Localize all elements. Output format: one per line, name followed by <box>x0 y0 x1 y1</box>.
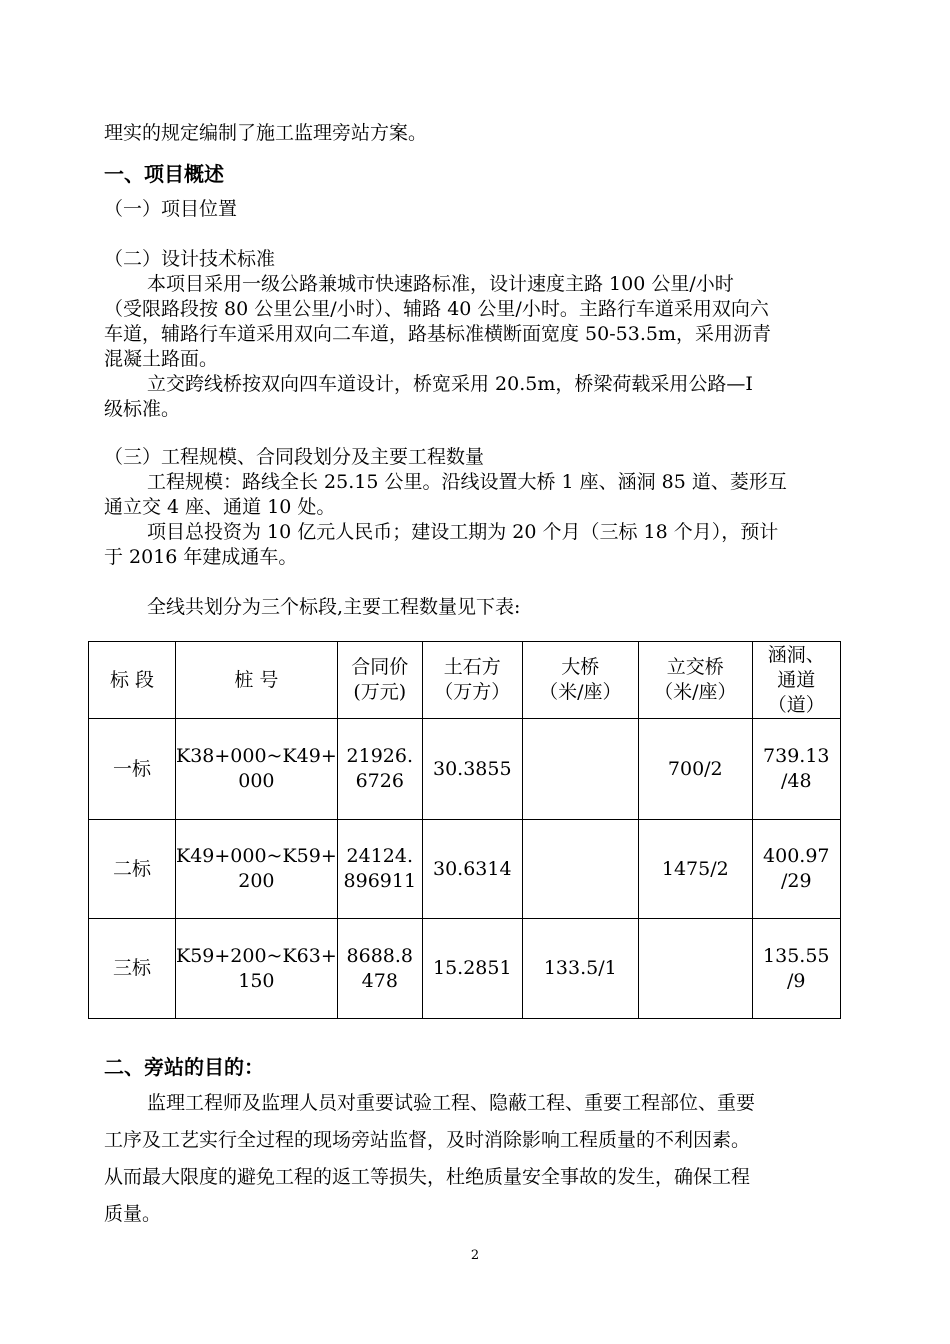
scale-line: 通立交 4 座、通道 10 处。 <box>104 496 336 518</box>
section2-line: 质量。 <box>104 1203 162 1225</box>
cell-earthwork: 30.6314 <box>422 820 522 919</box>
cell-station: K38+000~K49+ 000 <box>176 719 338 820</box>
scale-line: 项目总投资为 10 亿元人民币；建设工期为 20 个月（三标 18 个月），预计 <box>147 521 779 543</box>
cell-section: 三标 <box>89 919 176 1019</box>
cell-price: 21926. 6726 <box>337 719 422 820</box>
cell-earthwork: 15.2851 <box>422 919 522 1019</box>
header-contract-price: 合同价 (万元) <box>337 642 422 719</box>
cell-interchange <box>638 919 752 1019</box>
table-row <box>89 820 841 919</box>
header-section: 标 段 <box>89 642 176 719</box>
header-station: 桩 号 <box>176 642 338 719</box>
cell-price: 8688.8 478 <box>337 919 422 1019</box>
header-earthwork: 土石方 （万方） <box>422 642 522 719</box>
table-intro: 全线共划分为三个标段,主要工程数量见下表: <box>147 596 521 618</box>
design-line: 本项目采用一级公路兼城市快速路标准，设计速度主路 100 公里/小时 <box>147 273 734 295</box>
table-row <box>89 719 841 820</box>
cell-section: 一标 <box>89 719 176 820</box>
scale-line: 于 2016 年建成通车。 <box>104 546 298 568</box>
cell-interchange: 700/2 <box>638 719 752 820</box>
page-number: 2 <box>470 1248 480 1263</box>
cell-bridge <box>522 820 638 919</box>
cell-price: 24124. 896911 <box>337 820 422 919</box>
table-row <box>89 919 841 1019</box>
design-line: 级标准。 <box>104 398 181 420</box>
subheading-scale: （三）工程规模、合同段划分及主要工程数量 <box>104 446 485 468</box>
header-interchange: 立交桥 （米/座） <box>638 642 752 719</box>
cell-culvert: 135.55 /9 <box>752 919 840 1019</box>
subheading-location: （一）项目位置 <box>104 198 238 220</box>
header-culvert: 涵洞、 通道 （道） <box>752 642 840 719</box>
design-line: 车道，辅路行车道采用双向二车道，路基标准横断面宽度 50-53.5m，采用沥青 <box>104 323 771 345</box>
cell-interchange: 1475/2 <box>638 820 752 919</box>
header-major-bridge: 大桥 （米/座） <box>522 642 638 719</box>
cell-earthwork: 30.3855 <box>422 719 522 820</box>
cell-bridge: 133.5/1 <box>522 919 638 1019</box>
section2-line: 从而最大限度的避免工程的返工等损失，杜绝质量安全事故的发生，确保工程 <box>104 1166 751 1188</box>
table-header-row <box>89 642 841 719</box>
works-quantity-table <box>88 641 841 1019</box>
cell-bridge <box>522 719 638 820</box>
design-line: （受限路段按 80 公里公里/小时）、辅路 40 公里/小时。主路行车道采用双向六 <box>104 298 769 320</box>
section2-line: 工序及工艺实行全过程的现场旁站监督，及时消除影响工程质量的不利因素。 <box>104 1129 751 1151</box>
cell-section: 二标 <box>89 820 176 919</box>
section2-heading: 二、旁站的目的： <box>104 1055 264 1079</box>
cell-station: K49+000~K59+ 200 <box>176 820 338 919</box>
intro-tail: 理实的规定编制了施工监理旁站方案。 <box>104 122 428 144</box>
design-line: 混凝土路面。 <box>104 348 219 370</box>
cell-culvert: 739.13 /48 <box>752 719 840 820</box>
scale-line: 工程规模：路线全长 25.15 公里。沿线设置大桥 1 座、涵洞 85 道、菱形互 <box>147 471 787 493</box>
subheading-design-standard: （二）设计技术标准 <box>104 248 276 270</box>
section1-heading: 一、项目概述 <box>104 162 224 186</box>
section2-line: 监理工程师及监理人员对重要试验工程、隐蔽工程、重要工程部位、重要 <box>147 1092 756 1114</box>
cell-culvert: 400.97 /29 <box>752 820 840 919</box>
cell-station: K59+200~K63+ 150 <box>176 919 338 1019</box>
design-line: 立交跨线桥按双向四车道设计，桥宽采用 20.5m，桥梁荷载采用公路—Ⅰ <box>147 373 753 395</box>
